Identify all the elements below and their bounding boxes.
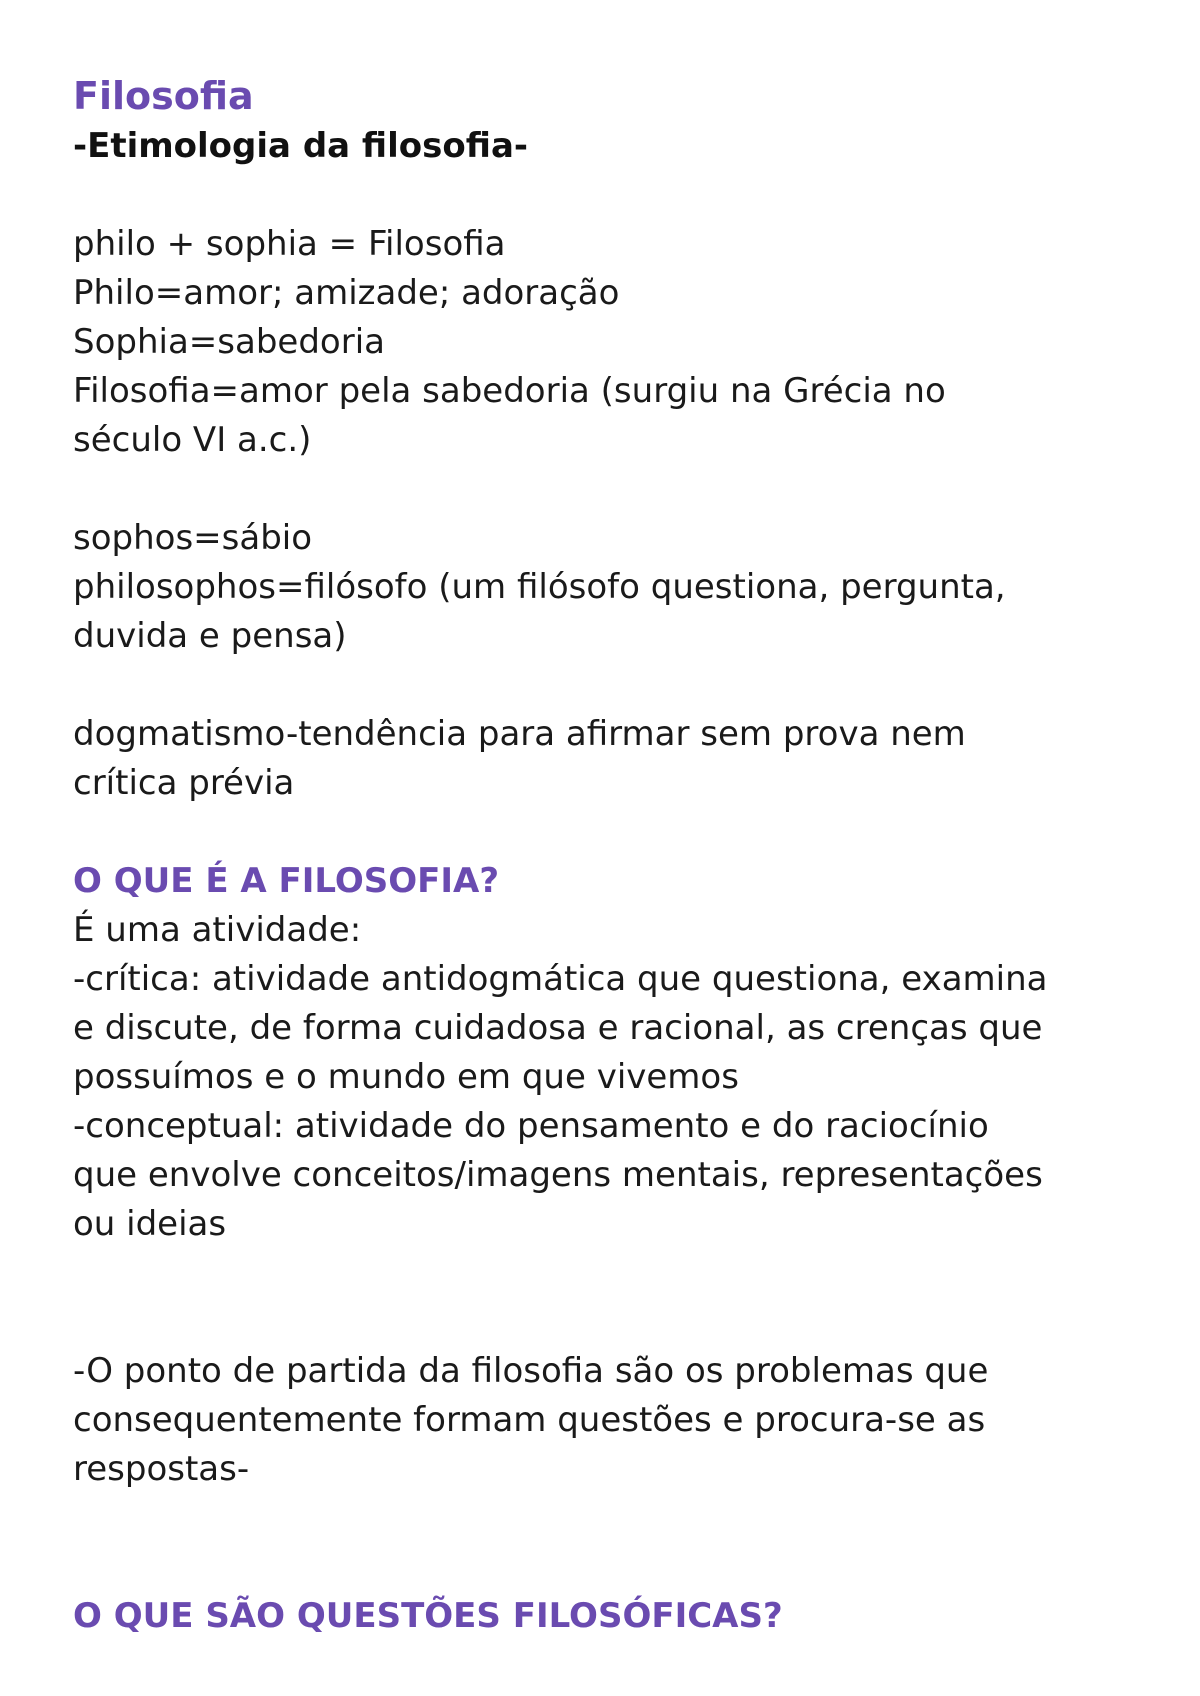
section-line: possuímos e o mundo em que vivemos: [73, 1057, 739, 1097]
spacer: [73, 1494, 1153, 1592]
section-line: que envolve conceitos/imagens mentais, representações: [73, 1155, 1043, 1195]
term-line: philosophos=filósofo (um filósofo questiona, pergunta,: [73, 567, 1006, 607]
starting-point-block: [73, 1347, 1153, 1494]
section-what-is-philosophy: [73, 857, 1153, 1249]
dogmatism-line: dogmatismo-tendência para afirmar sem prova nem: [73, 714, 966, 754]
starting-point-line: respostas-: [73, 1449, 250, 1489]
starting-point-line: consequentemente formam questões e procura-se as: [73, 1400, 986, 1440]
etymology-line: Sophia=sabedoria: [73, 322, 385, 362]
terms-block: [73, 514, 1153, 661]
section-line: -crítica: atividade antidogmática que questiona, examina: [73, 959, 1048, 999]
section-heading: O QUE É A FILOSOFIA?: [73, 861, 500, 901]
etymology-block: [73, 220, 1153, 465]
etymology-line: século VI a.c.): [73, 420, 312, 460]
spacer: [73, 465, 1153, 514]
section-heading-philosophical-questions: O QUE SÃO QUESTÕES FILOSÓFICAS?: [73, 1596, 783, 1636]
section-line: e discute, de forma cuidadosa e racional, as crenças que: [73, 1008, 1043, 1048]
starting-point-line: -O ponto de partida da filosofia são os problemas que: [73, 1351, 989, 1391]
spacer: [73, 1249, 1153, 1347]
term-line: sophos=sábio: [73, 518, 313, 558]
document-subtitle: -Etimologia da filosofia-: [73, 126, 528, 166]
spacer: [73, 808, 1153, 857]
document-title: Filosofia: [73, 74, 254, 118]
etymology-line: Philo=amor; amizade; adoração: [73, 273, 620, 313]
document-page: [73, 70, 1153, 1641]
term-line: duvida e pensa): [73, 616, 347, 656]
dogmatism-block: [73, 710, 1153, 808]
section-line: É uma atividade:: [73, 910, 362, 950]
etymology-line: Filosofia=amor pela sabedoria (surgiu na Grécia no: [73, 371, 946, 411]
section-line: ou ideias: [73, 1204, 227, 1244]
etymology-line: philo + sophia = Filosofia: [73, 224, 506, 264]
spacer: [73, 661, 1153, 710]
section-line: -conceptual: atividade do pensamento e do raciocínio: [73, 1106, 989, 1146]
dogmatism-line: crítica prévia: [73, 763, 295, 803]
spacer: [73, 171, 1153, 220]
